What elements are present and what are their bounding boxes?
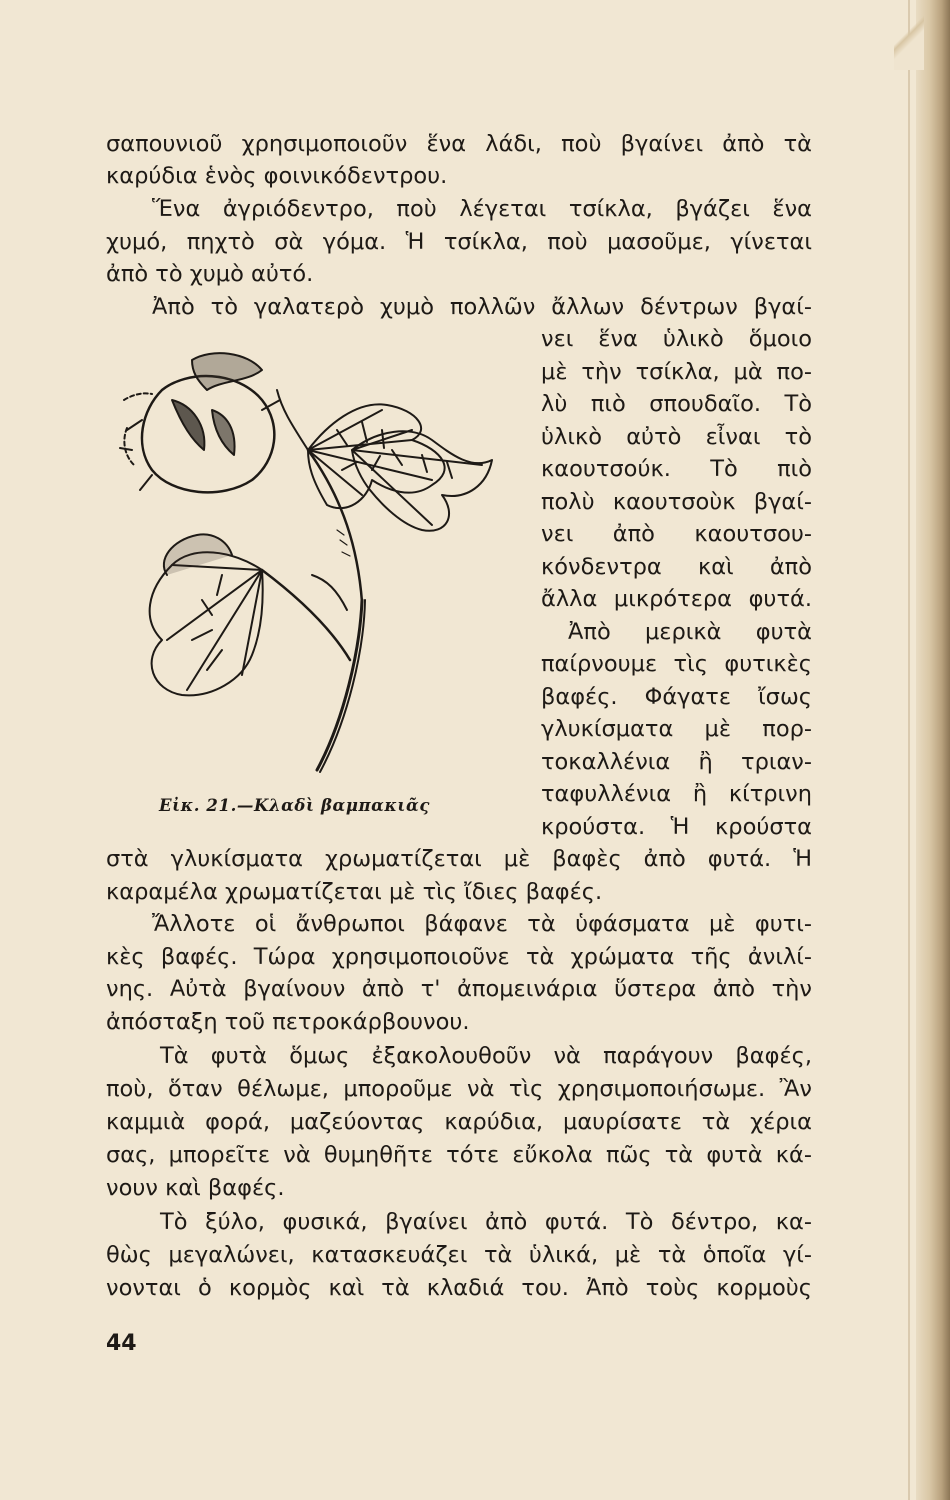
text-line: καραμέλα χρωματίζεται μὲ τὶς ἴδιες βαφές. [106, 879, 603, 905]
book-spine-shadow [916, 0, 950, 1500]
text-line: ἄλλα μικρότερα φυτά. [541, 586, 812, 612]
text-line: νει ἀπὸ καουτσου- [541, 521, 812, 547]
text-line: τοκαλλένια ἢ τριαν- [541, 749, 812, 775]
text-line: καουτσούκ. Τὸ πιὸ [541, 456, 812, 482]
text-line: Τὸ ξύλο, φυσικά, βγαίνει ἀπὸ φυτά. Τὸ δέντρο, κα- [160, 1209, 812, 1235]
text-line: σαπουνιοῦ χρησιμοποιοῦν ἕνα λάδι, ποὺ βγαίνει ἀπὸ τὰ [106, 131, 812, 157]
text-line: νει ἕνα ὑλικὸ ὅμοιο [541, 326, 812, 352]
cotton-branch-illustration [112, 330, 522, 790]
figure-caption: Εἰκ. 21.—Κλαδὶ βαμπακιᾶς [159, 796, 430, 815]
page-edge-line [908, 0, 910, 1500]
text-line: σας, μπορεῖτε νὰ θυμηθῆτε τότε εὔκολα πῶς τὰ φυτὰ κά- [106, 1142, 812, 1168]
text-line: νονται ὁ κορμὸς καὶ τὰ κλαδιά του. Ἀπὸ τοὺς κορμοὺς [106, 1275, 812, 1301]
text-line: ταφυλλένια ἢ κίτρινη [541, 781, 812, 807]
cotton-boll [120, 353, 280, 492]
text-line: πολὺ καουτσοὺκ βγαί- [541, 489, 812, 515]
text-line: Ἕνα ἀγριόδεντρο, ποὺ λέγεται τσίκλα, βγάζει ἕνα [152, 196, 812, 222]
text-line: στὰ γλυκίσματα χρωματίζεται μὲ βαφὲς ἀπὸ φυτά. Ἡ [106, 846, 812, 872]
text-line: χυμό, πηχτὸ σὰ γόμα. Ἡ τσίκλα, ποὺ μασοῦμε, γίνεται [106, 229, 812, 255]
text-line: λὺ πιὸ σπουδαῖο. Τὸ [541, 391, 812, 417]
leaf [308, 404, 445, 508]
text-line: νης. Αὐτὰ βγαίνουν ἀπὸ τ' ἀπομεινάρια ὕστερα ἀπὸ τὴν [106, 976, 812, 1002]
text-line: ποὺ, ὅταν θέλωμε, μποροῦμε νὰ τὶς χρησιμοποιήσωμε. Ἂν [106, 1076, 812, 1102]
text-line: Ἄλλοτε οἱ ἄνθρωποι βάφανε τὰ ὑφάσματα μὲ φυτι- [152, 911, 812, 937]
text-line: κὲς βαφές. Τώρα χρησιμοποιοῦνε τὰ χρώματα τῆς ἀνιλί- [106, 944, 812, 970]
page-corner-fold [894, 0, 924, 70]
text-line: ὑλικὸ αὐτὸ εἶναι τὸ [541, 424, 812, 450]
text-line: Τὰ φυτὰ ὅμως ἐξακολουθοῦν νὰ παράγουν βαφές, [160, 1043, 812, 1069]
text-line: ἀπόσταξη τοῦ πετροκάρβουνου. [106, 1009, 470, 1035]
text-line: μὲ τὴν τσίκλα, μὰ πο- [541, 359, 812, 385]
text-line: θὼς μεγαλώνει, κατασκευάζει τὰ ὑλικά, μὲ τὰ ὁποῖα γί- [106, 1242, 812, 1268]
text-line: καρύδια ἑνὸς φοινικόδεντρου. [106, 163, 448, 189]
text-line: γλυκίσματα μὲ πορ- [541, 716, 812, 742]
text-line: κόνδεντρα καὶ ἀπὸ [541, 554, 812, 580]
text-line: κρούστα. Ἡ κρούστα [541, 814, 812, 840]
text-line: νουν καὶ βαφές. [106, 1175, 285, 1201]
leaf [150, 534, 263, 695]
text-line: Ἀπὸ μερικὰ φυτὰ [568, 619, 812, 645]
text-line: Ἀπὸ τὸ γαλατερὸ χυμὸ πολλῶν ἄλλων δέντρων βγαί- [152, 294, 812, 320]
text-line: ἀπὸ τὸ χυμὸ αὐτό. [106, 261, 314, 287]
text-line: βαφές. Φάγατε ἴσως [541, 684, 812, 710]
page-number: 44 [106, 1331, 137, 1356]
text-line: παίρνουμε τὶς φυτικὲς [541, 651, 812, 677]
text-line: καμμιὰ φορά, μαζεύοντας καρύδια, μαυρίσατε τὰ χέρια [106, 1109, 812, 1135]
